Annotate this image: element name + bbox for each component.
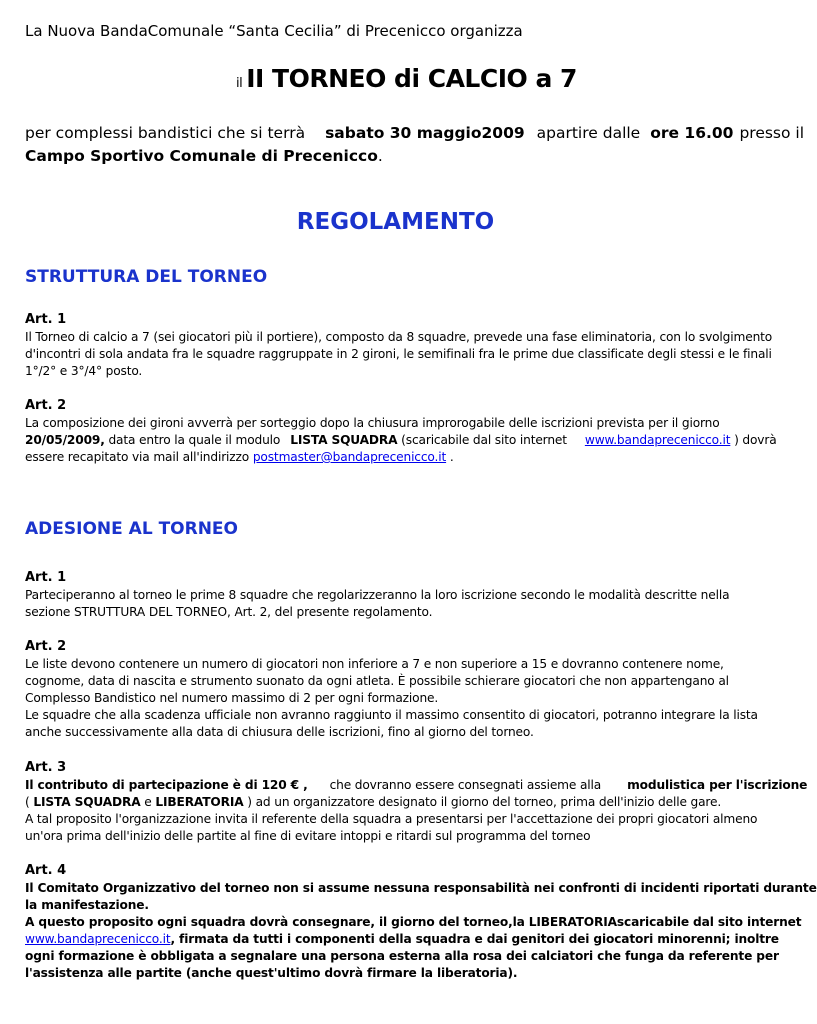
text-fragment: .	[449, 450, 454, 464]
text-line: Il Torneo di calcio a 7 (sei giocatori più il portiere), composto da 8 squadre, prevede una fase eliminatoria, con lo svolgimento	[25, 330, 773, 344]
event-details	[25, 122, 804, 168]
details-end: .	[377, 147, 383, 165]
text-line: Parteciperanno al torneo le prime 8 squadre che regolarizzeranno la loro iscrizione secondo le modalità descritte nella	[25, 588, 730, 602]
text-line: anche successivamente alla data di chiusura delle iscrizioni, fino al giorno del torneo.	[25, 725, 534, 739]
event-venue: Campo Sportivo Comunale di Precenicco	[25, 147, 378, 165]
text-line: 1°/2° e 3°/4° posto.	[25, 364, 143, 378]
liberatoria-label: LIBERATORIA	[155, 795, 244, 809]
text-line	[25, 794, 775, 811]
adesione-art3-text	[25, 777, 808, 845]
details-text-3: presso il	[739, 124, 805, 142]
email-link[interactable]: postmaster@bandaprecenicco.it	[252, 450, 447, 464]
text-line: cognome, data di nascita e strumento suonato da ogni atleta. È possibile schierare giocatori che non appartengano al	[25, 674, 729, 688]
text-line: A tal proposito l'organizzazione invita il referente della squadra a presentarsi per l'accettazione dei propri giocatori almeno	[25, 812, 758, 826]
lista-squadra-label: LISTA SQUADRA	[33, 795, 141, 809]
text-line: ogni formazione è obbligata a segnalare una persona esterna alla rosa dei calciatori che funga da referente per	[25, 949, 779, 963]
lista-squadra-label: LISTA SQUADRA	[290, 433, 398, 447]
struttura-art2-label: Art. 2	[25, 398, 67, 413]
struttura-art1-label: Art. 1	[25, 312, 67, 327]
adesione-art1-text	[25, 587, 775, 621]
adesione-art3-label: Art. 3	[25, 760, 67, 775]
website-link[interactable]: www.bandaprecenicco.it	[25, 932, 171, 946]
text-fragment: ) ad un organizzatore designato il giorno del torneo, prima dell'inizio delle gare.	[247, 795, 722, 809]
adesione-art1-label: Art. 1	[25, 570, 67, 585]
text-fragment: , firmata da tutti i componenti della squadra e dai genitori dei giocatori minorenni; inoltre	[170, 932, 779, 946]
tournament-title	[236, 64, 577, 93]
text-line: l'assistenza alle partite (anche quest'ultimo dovrà firmare la liberatoria).	[25, 966, 518, 980]
adesione-art2-label: Art. 2	[25, 639, 67, 654]
adesione-art4-label: Art. 4	[25, 863, 67, 878]
text-line: d'incontri di sola andata fra le squadre raggruppate in 2 gironi, le semifinali fra le prime due classificate degli stessi e le finali	[25, 347, 772, 361]
text-fragment: ) dovrà	[734, 433, 777, 447]
struttura-art1-text	[25, 329, 775, 380]
fee-text: Il contributo di partecipazione è di 120 € ,	[25, 778, 308, 792]
details-text-1: per complessi bandistici che si terrà	[25, 124, 306, 142]
text-line	[25, 449, 775, 466]
struttura-art2-text	[25, 415, 775, 466]
title-main: II TORNEO di CALCIO a 7	[246, 64, 577, 93]
regolamento-heading: REGOLAMENTO	[296, 209, 495, 235]
text-fragment: (	[25, 795, 30, 809]
adesione-heading: ADESIONE AL TORNEO	[25, 519, 238, 539]
text-line: Le squadre che alla scadenza ufficiale non avranno raggiunto il massimo consentito di giocatori, potranno integrare la lista	[25, 708, 758, 722]
text-fragment: (scaricabile dal sito internet	[401, 433, 567, 447]
text-line	[25, 432, 775, 449]
title-prefix: il	[236, 76, 243, 91]
text-line	[25, 931, 779, 948]
text-line: la manifestazione.	[25, 898, 149, 912]
text-line: Il Comitato Organizzativo del torneo non si assume nessuna responsabilità nei confronti di incidenti riportati durante	[25, 881, 817, 895]
text-line	[25, 777, 808, 794]
text-line: Le liste devono contenere un numero di giocatori non inferiore a 7 e non superiore a 15 e dovranno contenere nome,	[25, 657, 724, 671]
text-line: La composizione dei gironi avverrà per sorteggio dopo la chiusura improrogabile delle iscrizioni prevista per il giorno	[25, 416, 720, 430]
text-line: un'ora prima dell'inizio delle partite al fine di evitare intoppi e ritardi sul programma del torneo	[25, 829, 591, 843]
text-fragment: e	[144, 795, 152, 809]
text-fragment: data entro la quale il modulo	[108, 433, 281, 447]
text-fragment: che dovranno essere consegnati assieme alla	[329, 778, 602, 792]
text-line: A questo proposito ogni squadra dovrà consegnare, il giorno del torneo,la LIBERATORIAscaricabile dal sito internet	[25, 915, 802, 929]
intro-line: La Nuova BandaComunale “Santa Cecilia” di Precenicco organizza	[25, 22, 523, 40]
text-line: sezione STRUTTURA DEL TORNEO, Art. 2, del presente regolamento.	[25, 605, 433, 619]
event-time: ore 16.00	[650, 124, 734, 142]
text-line: Complesso Bandistico nel numero massimo di 2 per ogni formazione.	[25, 691, 439, 705]
event-date: sabato 30 maggio2009	[325, 124, 525, 142]
deadline-date: 20/05/2009,	[25, 433, 105, 447]
struttura-heading: STRUTTURA DEL TORNEO	[25, 267, 268, 287]
details-text-2: apartire dalle	[536, 124, 641, 142]
adesione-art2-text	[25, 656, 775, 741]
modulistica-label: modulistica per l'iscrizione	[627, 778, 808, 792]
text-fragment: essere recapitato via mail all'indirizzo	[25, 450, 250, 464]
adesione-art4-text	[25, 880, 817, 982]
website-link[interactable]: www.bandaprecenicco.it	[584, 433, 731, 447]
